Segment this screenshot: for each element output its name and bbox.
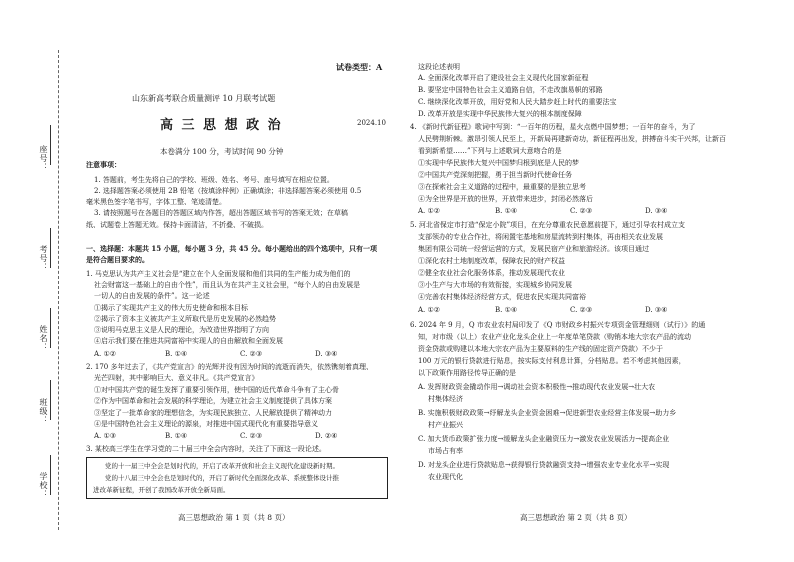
q1-option-c: C. ②③ xyxy=(240,350,263,358)
page-footer-right: 高三思想政治 第 2 页（共 8 页） xyxy=(520,513,632,522)
q3-lead: 这段论述表明 xyxy=(418,63,460,71)
q1-option-a: A. ①② xyxy=(94,350,117,358)
q4-choice: ①实现中华民族伟大复兴中国梦归根到底是人民的梦 xyxy=(418,159,579,167)
school-underline xyxy=(50,455,51,495)
notes-item: 1. 答题前，考生先将自己的学校、班级、姓名、考号、座号填写在相应位置。 xyxy=(94,176,334,184)
notes-item: 纸、试题卷上答题无效。保持卡面清洁，不折叠、不破损。 xyxy=(86,221,268,229)
q6-option-a: A. 发挥财政资金撬动作用→调动社会资本积极性→推动现代农业发展→壮大农 xyxy=(418,383,656,391)
q2-stem: 光芒四射，其中影响巨大、意义非凡。《共产党宣言》 xyxy=(94,374,259,382)
q5-option-a: A. ①② xyxy=(418,306,441,314)
q6-option-d-cont: 农业现代化 xyxy=(428,473,463,481)
seat-underline xyxy=(50,125,51,165)
q5-choice: ①深化农村土地制度改革，保障农民的财产权益 xyxy=(418,257,565,265)
q6-option-c: C. 加大货币政策扩张力度→缓解龙头企业融资压力→激发农业发展活力→提高企业 xyxy=(418,435,670,443)
q2-option-a: A. ①③ xyxy=(94,432,117,440)
q2-stem: 2. 170 多年过去了，《共产党宣言》的光辉并没有因为时间的流逝而消失，依然镌刻着真理、 xyxy=(86,363,373,371)
q6-option-a-cont: 村集体经济 xyxy=(428,395,463,403)
q3-stem: 3. 某校高三学生在学习党的二十届三中全会内容时，关注了下面这一段论述。 xyxy=(86,445,326,453)
q1-option-b: B. ①④ xyxy=(165,350,188,358)
q4-stem: 看到新希望……”下列与上述歌词大意吻合的是 xyxy=(418,147,562,155)
binding-dashed-line xyxy=(58,50,59,530)
q6-stem: 100 万元的银行贷款进行贴息，按实际支付利息计算，分档贴息。若不考虑其他因素， xyxy=(418,357,686,365)
q5-stem: 集团有限公司统一经营运营的方式，发展民宿产业和旅游经济。该项目通过 xyxy=(418,245,649,253)
quote-line: 党的十一届三中全会是划时代的，开启了改革开放和社会主义现代化建设新时期。 xyxy=(105,462,339,470)
exam-date: 2024.10 xyxy=(357,119,386,127)
section-title: 一、选择题：本题共 15 小题，每小题 3 分，共 45 分。每小题给出的四个选项中，只有一项 xyxy=(86,244,377,253)
q6-option-b-cont: 村产业振兴 xyxy=(428,421,463,429)
q3-option-b: B. 要坚定中国特色社会主义道路自信，不走改旗易帜的邪路 xyxy=(418,86,603,94)
q6-option-b: B. 实施积极财政政策→纾解龙头企业资金困难→促进新型农业经营主体发展→助力乡 xyxy=(418,409,677,417)
q5-option-c: C. ②③ xyxy=(570,306,593,314)
q5-stem: 支部领办的专业合作社，将闲置宅基地和房屋流转到村集体，再由相关农业发展 xyxy=(418,233,663,241)
quote-box xyxy=(86,457,388,499)
q5-option-d: D. ③④ xyxy=(645,306,668,314)
q1-choice: ①揭示了实现共产主义的伟大历史使命和根本目标 xyxy=(94,304,248,312)
subject-title: 高 三 思 想 政 治 xyxy=(160,118,283,133)
class-label: 班级： xyxy=(39,398,48,425)
q4-option-d: D. ③④ xyxy=(645,207,668,215)
q5-choice: ③小生产与大市场的有效衔接，实现城乡协同发展 xyxy=(418,281,572,289)
q2-option-c: C. ②③ xyxy=(240,432,263,440)
q3-option-d: D. 改革开放是实现中华民族伟大复兴的根本制度保障 xyxy=(418,110,582,118)
q6-stem: 知，对市级（以上）农业产业化龙头企业上一年度单笔贷款（购销本地大宗农产品的流动 xyxy=(418,333,691,341)
exam-name: 山东新高考联合质量测评 10 月联考试题 xyxy=(132,94,276,103)
q6-stem: 以下政策作用路径传导正确的是 xyxy=(418,369,516,377)
q6-stem: 资金贷款或购建以本地大宗农产品为主要原料的生产线的固定资产贷款）不少于 xyxy=(418,345,663,353)
q1-stem: 一切人的自由发展的条件”。这一论述 xyxy=(94,292,210,300)
q4-choice: ②中国共产党深刻把握，勇于担当新时代使命任务 xyxy=(418,171,572,179)
q6-option-c-cont: 市场占有率 xyxy=(428,447,463,455)
q1-choice: ③说明马克思主义是人民的理论，为改造世界指明了方向 xyxy=(94,326,269,334)
q5-stem: 5. 河北省保定市打造“保定小院”项目，在充分尊重农民意愿前提下，通过引导农村成立支 xyxy=(410,221,686,229)
exam-no-underline xyxy=(50,228,51,268)
q1-stem: 社会财富这一基础上的自由个性”，而且认为在共产主义社会里，“每个人的自由发展是 xyxy=(94,281,361,289)
quote-line: 党的十八届三中全会也是划时代的，开启了新时代全面深化改革、系统整体设计推 xyxy=(105,474,339,482)
q1-choice: ②揭示了资本主义被共产主义所取代是历史发展的必然趋势 xyxy=(94,315,276,323)
q1-stem: 1. 马克思认为共产主义社会是“建立在个人全面发展和他们共同的生产能力成为他们的 xyxy=(86,270,351,278)
page-footer-left: 高三思想政治 第 1 页（共 8 页） xyxy=(178,513,290,522)
q2-choice: ④是中国特色社会主义理论的源泉，对推进中国式现代化有重要指导意义 xyxy=(94,420,318,428)
q4-stem: 4. 《新时代新征程》歌词中写到：“一百年的历程，星火点燃中国梦想；一百年的奋斗，为了 xyxy=(410,123,696,131)
q4-option-b: B. ①④ xyxy=(495,207,518,215)
seat-label: 座号： xyxy=(39,145,48,172)
q4-option-c: C. ②③ xyxy=(570,207,593,215)
q5-choice: ④完善农村集体经济经营方式，促进农民实现共同富裕 xyxy=(418,293,586,301)
school-label: 学校： xyxy=(39,472,48,499)
section-title-cont: 是符合题目要求的。 xyxy=(86,255,149,264)
q5-option-b: B. ①④ xyxy=(495,306,518,314)
paper-type: 试卷类型：A xyxy=(336,62,383,72)
notes-item: 3. 请按照题号在各题目的答题区域内作答，超出答题区域书写的答案无效；在草稿 xyxy=(94,209,348,217)
q4-option-a: A. ①② xyxy=(418,207,441,215)
q6-stem: 6. 2024 年 9 月，Q 市农业农村局印发了《Q 市财政乡村振兴专项资金管理细则（试行）》的通 xyxy=(410,321,706,329)
q3-option-a: A. 全面深化改革开启了建设社会主义现代化国家新征程 xyxy=(418,74,589,82)
q6-option-d: D. 对龙头企业进行贷款贴息→获得银行贷款融资支持→增强农业专业化水平→实现 xyxy=(418,461,670,469)
q2-option-d: D. ②④ xyxy=(315,432,338,440)
q2-choice: ①对中国共产党的诞生发挥了重要引领作用，使中国的近代革命斗争有了主心骨 xyxy=(94,386,339,394)
q4-choice: ③在探索社会主义道路的过程中，最重要的是独立思考 xyxy=(418,183,586,191)
q2-choice: ②作为中国革命和社会发展的科学理论，为建立社会主义制度提供了具体方案 xyxy=(94,397,332,405)
quote-line: 进改革新征程，开创了我国改革开放全新局面。 xyxy=(93,486,230,494)
score-info: 本卷满分 100 分，考试时间 90 分钟 xyxy=(160,147,284,156)
notes-title: 注意事项： xyxy=(86,160,121,169)
notes-item: 毫米黑色签字笔书写，字体工整、笔迹清楚。 xyxy=(86,198,226,206)
name-label: 姓名： xyxy=(39,325,48,352)
q1-option-d: D. ③④ xyxy=(315,350,338,358)
q4-choice: ④为全世界是开放的世界，开放带来进步，封闭必然落后 xyxy=(418,195,593,203)
name-underline xyxy=(50,308,51,348)
class-underline xyxy=(50,380,51,420)
q4-stem: 人民劈荆斩棘。激昂引领人民至上，开新局再建新奇功，新征程再出发，拼搏奋斗实干兴邦，让新百 xyxy=(418,135,726,143)
q1-choice: ④启示我们要在推进共同富裕中实现人的自由解放和全面发展 xyxy=(94,337,283,345)
exam-no-label: 考号： xyxy=(39,245,48,272)
q2-choice: ③坚定了一批革命家的理想信念，为实现民族独立、人民解放提供了精神动力 xyxy=(94,409,332,417)
q2-option-b: B. ①④ xyxy=(165,432,188,440)
notes-item: 2. 选择题答案必须使用 2B 铅笔（按填涂样例）正确填涂；非选择题答案必须使用 0.5 xyxy=(94,187,362,195)
q3-option-c: C. 继续深化改革开放，用好党和人民大踏步赶上时代的重要法宝 xyxy=(418,98,617,106)
q5-choice: ②健全农业社会化服务体系，推动发展现代农业 xyxy=(418,269,565,277)
